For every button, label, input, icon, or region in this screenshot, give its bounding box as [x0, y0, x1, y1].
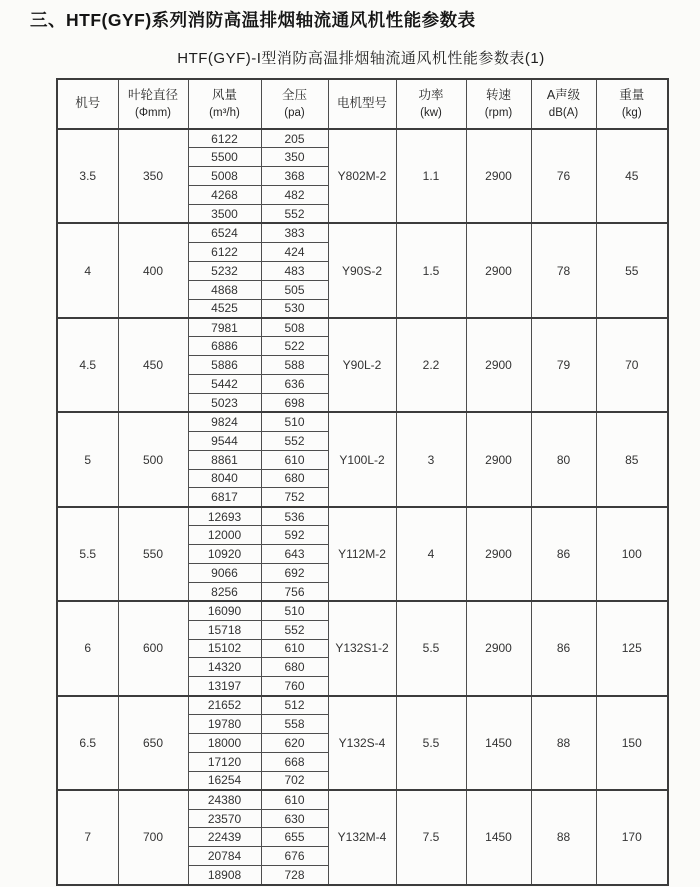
column-header-model-no: [57, 79, 118, 129]
fan-group: [57, 129, 668, 223]
cell-pressure: 728: [261, 866, 328, 885]
cell-airflow: 20784: [188, 847, 261, 866]
cell-pressure: 522: [261, 337, 328, 356]
performance-table: [56, 78, 669, 886]
cell-airflow: 7981: [188, 318, 261, 337]
cell-noise-level: 80: [531, 412, 596, 506]
fan-group: [57, 223, 668, 317]
table-row: [57, 129, 668, 148]
cell-airflow: 23570: [188, 809, 261, 828]
column-unit: (rpm): [484, 106, 513, 119]
cell-pressure: 536: [261, 507, 328, 526]
cell-airflow: 3500: [188, 205, 261, 224]
cell-power: 1.1: [396, 129, 466, 223]
cell-noise-level: 88: [531, 696, 596, 790]
cell-pressure: 636: [261, 375, 328, 394]
cell-impeller-diameter: 550: [118, 507, 188, 601]
cell-airflow: 17120: [188, 752, 261, 771]
cell-airflow: 6122: [188, 242, 261, 261]
cell-airflow: 8256: [188, 582, 261, 601]
cell-pressure: 643: [261, 545, 328, 564]
cell-model-no: 6: [57, 601, 118, 695]
fan-group: [57, 412, 668, 506]
cell-model-no: 3.5: [57, 129, 118, 223]
cell-power: 1.5: [396, 223, 466, 317]
cell-motor-model: Y90S-2: [328, 223, 396, 317]
cell-noise-level: 78: [531, 223, 596, 317]
cell-pressure: 680: [261, 658, 328, 677]
column-label: 功率: [418, 88, 444, 102]
column-unit: (m³/h): [209, 106, 240, 119]
column-unit: dB(A): [548, 106, 579, 119]
cell-weight: 55: [596, 223, 668, 317]
column-header-noise-level: [531, 79, 596, 129]
column-unit: (kw): [420, 106, 442, 119]
cell-weight: 85: [596, 412, 668, 506]
cell-airflow: 5442: [188, 375, 261, 394]
cell-pressure: 610: [261, 450, 328, 469]
cell-weight: 150: [596, 696, 668, 790]
column-label: 全压: [281, 88, 307, 102]
column-header-airflow: [188, 79, 261, 129]
cell-airflow: 16254: [188, 771, 261, 790]
cell-airflow: 15718: [188, 620, 261, 639]
cell-motor-model: Y112M-2: [328, 507, 396, 601]
cell-impeller-diameter: 400: [118, 223, 188, 317]
table-row: [57, 601, 668, 620]
column-unit: (Φmm): [135, 106, 171, 119]
cell-pressure: 552: [261, 431, 328, 450]
table-head: [57, 79, 668, 129]
cell-airflow: 8861: [188, 450, 261, 469]
cell-speed: 2900: [466, 412, 531, 506]
cell-impeller-diameter: 600: [118, 601, 188, 695]
cell-pressure: 558: [261, 715, 328, 734]
column-header-impeller-diameter: [118, 79, 188, 129]
cell-speed: 2900: [466, 318, 531, 412]
cell-airflow: 22439: [188, 828, 261, 847]
cell-weight: 45: [596, 129, 668, 223]
fan-group: [57, 790, 668, 884]
table-row: [57, 790, 668, 809]
cell-motor-model: Y132S-4: [328, 696, 396, 790]
cell-airflow: 18908: [188, 866, 261, 885]
cell-pressure: 668: [261, 752, 328, 771]
cell-airflow: 12693: [188, 507, 261, 526]
cell-airflow: 24380: [188, 790, 261, 809]
cell-airflow: 6122: [188, 129, 261, 148]
cell-pressure: 552: [261, 620, 328, 639]
cell-airflow: 5023: [188, 393, 261, 412]
column-unit: (pa): [284, 106, 305, 119]
column-label: 叶轮直径: [127, 88, 178, 102]
cell-airflow: 6886: [188, 337, 261, 356]
cell-noise-level: 88: [531, 790, 596, 884]
cell-airflow: 5008: [188, 167, 261, 186]
cell-noise-level: 86: [531, 601, 596, 695]
cell-airflow: 9066: [188, 563, 261, 582]
cell-airflow: 21652: [188, 696, 261, 715]
column-label: A声级: [546, 88, 581, 102]
fan-group: [57, 696, 668, 790]
cell-speed: 2900: [466, 601, 531, 695]
cell-model-no: 5.5: [57, 507, 118, 601]
cell-power: 3: [396, 412, 466, 506]
cell-pressure: 698: [261, 393, 328, 412]
column-label: 转速: [485, 88, 511, 102]
cell-airflow: 6817: [188, 488, 261, 507]
cell-airflow: 9544: [188, 431, 261, 450]
cell-pressure: 610: [261, 790, 328, 809]
cell-motor-model: Y132M-4: [328, 790, 396, 884]
cell-pressure: 383: [261, 223, 328, 242]
cell-weight: 100: [596, 507, 668, 601]
page-title: 三、HTF(GYF)系列消防高温排烟轴流通风机性能参数表: [30, 10, 476, 30]
column-header-motor-model: [328, 79, 396, 129]
cell-airflow: 5886: [188, 356, 261, 375]
cell-pressure: 692: [261, 563, 328, 582]
cell-power: 4: [396, 507, 466, 601]
cell-pressure: 655: [261, 828, 328, 847]
cell-airflow: 8040: [188, 469, 261, 488]
cell-pressure: 552: [261, 205, 328, 224]
cell-noise-level: 86: [531, 507, 596, 601]
cell-pressure: 610: [261, 639, 328, 658]
cell-airflow: 6524: [188, 223, 261, 242]
cell-speed: 2900: [466, 129, 531, 223]
cell-pressure: 368: [261, 167, 328, 186]
cell-airflow: 4525: [188, 299, 261, 318]
cell-airflow: 10920: [188, 545, 261, 564]
cell-pressure: 483: [261, 261, 328, 280]
cell-model-no: 7: [57, 790, 118, 884]
cell-motor-model: Y802M-2: [328, 129, 396, 223]
cell-pressure: 512: [261, 696, 328, 715]
table-row: [57, 223, 668, 242]
cell-airflow: 13197: [188, 677, 261, 696]
cell-motor-model: Y90L-2: [328, 318, 396, 412]
cell-pressure: 620: [261, 734, 328, 753]
column-header-weight: [596, 79, 668, 129]
cell-impeller-diameter: 500: [118, 412, 188, 506]
cell-pressure: 702: [261, 771, 328, 790]
cell-speed: 2900: [466, 507, 531, 601]
cell-noise-level: 79: [531, 318, 596, 412]
cell-pressure: 505: [261, 280, 328, 299]
cell-impeller-diameter: 700: [118, 790, 188, 884]
column-header-power: [396, 79, 466, 129]
cell-airflow: 4268: [188, 186, 261, 205]
cell-airflow: 15102: [188, 639, 261, 658]
column-unit: (kg): [621, 106, 642, 119]
cell-pressure: 630: [261, 809, 328, 828]
cell-pressure: 752: [261, 488, 328, 507]
cell-pressure: 756: [261, 582, 328, 601]
cell-weight: 170: [596, 790, 668, 884]
cell-pressure: 508: [261, 318, 328, 337]
cell-airflow: 18000: [188, 734, 261, 753]
column-header-speed: [466, 79, 531, 129]
column-label: 重量: [619, 88, 645, 102]
cell-model-no: 4.5: [57, 318, 118, 412]
table-row: [57, 696, 668, 715]
cell-impeller-diameter: 450: [118, 318, 188, 412]
cell-power: 5.5: [396, 601, 466, 695]
cell-airflow: 5232: [188, 261, 261, 280]
cell-speed: 1450: [466, 790, 531, 884]
table-row: [57, 412, 668, 431]
cell-pressure: 205: [261, 129, 328, 148]
cell-power: 2.2: [396, 318, 466, 412]
column-label: 风量: [211, 88, 237, 102]
column-label: 机号: [75, 96, 101, 111]
cell-airflow: 14320: [188, 658, 261, 677]
fan-group: [57, 507, 668, 601]
cell-pressure: 510: [261, 412, 328, 431]
cell-pressure: 676: [261, 847, 328, 866]
table-row: [57, 507, 668, 526]
cell-airflow: 19780: [188, 715, 261, 734]
cell-weight: 70: [596, 318, 668, 412]
cell-airflow: 9824: [188, 412, 261, 431]
cell-model-no: 4: [57, 223, 118, 317]
cell-impeller-diameter: 350: [118, 129, 188, 223]
cell-motor-model: Y132S1-2: [328, 601, 396, 695]
cell-impeller-diameter: 650: [118, 696, 188, 790]
cell-airflow: 16090: [188, 601, 261, 620]
cell-pressure: 760: [261, 677, 328, 696]
cell-pressure: 350: [261, 148, 328, 167]
cell-speed: 2900: [466, 223, 531, 317]
cell-airflow: 12000: [188, 526, 261, 545]
column-header-pressure: [261, 79, 328, 129]
cell-pressure: 424: [261, 242, 328, 261]
column-label: 电机型号: [336, 96, 387, 111]
cell-power: 7.5: [396, 790, 466, 884]
cell-model-no: 5: [57, 412, 118, 506]
fan-group: [57, 318, 668, 412]
cell-airflow: 5500: [188, 148, 261, 167]
table-header-row: [57, 79, 668, 129]
cell-pressure: 482: [261, 186, 328, 205]
table-subtitle: HTF(GYF)-I型消防高温排烟轴流通风机性能参数表(1): [177, 50, 545, 67]
cell-pressure: 588: [261, 356, 328, 375]
cell-noise-level: 76: [531, 129, 596, 223]
cell-weight: 125: [596, 601, 668, 695]
cell-model-no: 6.5: [57, 696, 118, 790]
table-row: [57, 318, 668, 337]
cell-airflow: 4868: [188, 280, 261, 299]
cell-motor-model: Y100L-2: [328, 412, 396, 506]
cell-pressure: 680: [261, 469, 328, 488]
fan-group: [57, 601, 668, 695]
cell-pressure: 510: [261, 601, 328, 620]
cell-speed: 1450: [466, 696, 531, 790]
cell-power: 5.5: [396, 696, 466, 790]
cell-pressure: 530: [261, 299, 328, 318]
cell-pressure: 592: [261, 526, 328, 545]
